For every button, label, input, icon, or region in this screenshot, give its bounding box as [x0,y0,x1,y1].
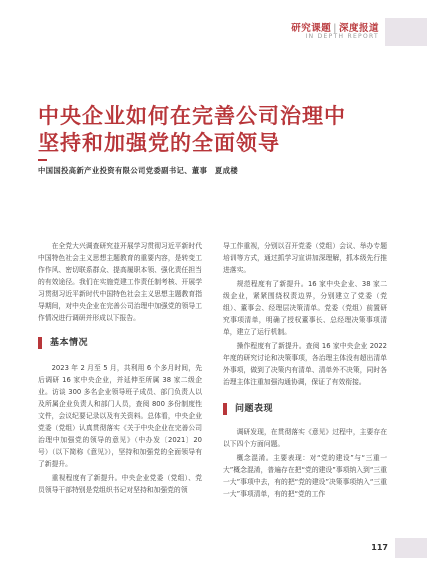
body-paragraph: 导工作重视，分别以召开党委（党组）会议、举办专题培训等方式，通过抓学习宣讲加深理解，抓本级先行推进落实。 [223,242,387,274]
header-decor-bar [385,18,427,46]
header-category: 研究课题 [291,23,332,34]
section-header [291,20,379,34]
body-paragraph: 2023 年 2 月至 5 月，共利用 6 个多月时间，先后调研 16 家中央企业，并延伸至所属 38 家二级企业。访谈 300 多名企业领导班子成员、部门负责人以及所属企业负责人和部门人员，查阅 800 多份制度性文件，会议纪要记录以及有关资料。总体看，中央企业党委（党组）认真贯彻落实《关于中央企业在完善公司治理中加强党的领导的意见》（中办发〔2021〕20 号）（以下简称《意见》），坚持和加强党的全面领导有了新提升。 [38,364,202,468]
page-number: 117 [371,543,388,552]
article-title [38,102,398,156]
body-paragraph: 操作程度有了新提升。查阅 16 家中央企业 2022 年度的研究讨论和决策事项，各治理主体没有超出清单外事项，做到了决策内有清单、清单外不决策，同时各治理主体注重加强沟通协调，保证了有效衔接。 [223,342,387,386]
body-paragraph: 规范程度有了新提升。16 家中央企业、38 家二级企业，紧紧围绕权责边界，分别建立了党委（党组）、董事会、经理层决策清单。党委（党组）前置研究事项清单，明确了授权董事长、总经理决策事项清单，建立了运行机制。 [223,280,387,336]
author-byline: 中国国投高新产业投资有限公司党委副书记、董事 夏成楼 [38,166,239,175]
section-title: 问题表现 [235,404,274,414]
title-line-2: 坚持和加强党的全面领导 [38,130,280,155]
header-separator: | [333,23,337,34]
body-paragraph: 调研发现，在贯彻落实《意见》过程中，主要存在以下四个方面问题。 [223,428,387,448]
section-marker [38,337,42,349]
body-paragraph: 概念混淆。主要表现：对“党的建设”与“三重一大”概念混淆，普遍存在把“党的建设”事项纳入到“三重一大”事项中去，有的把“党的建设”决策事项纳入“三重一大”事项清单，有的把“党的工作 [223,454,387,498]
header-subcategory: 深度报道 [338,23,379,34]
section-heading-basic [38,336,202,350]
intro-paragraph: 在全党大兴调查研究並开展学习贯彻习近平新时代中国特色社会主义思想主题教育的重要内容，是转变工作作风、密切联系群众、提高履职本领、强化责任担当的有效途径。我们在实施党建工作责任制考核、开展学习贯彻习近平新时代中国特色社会主义思想主题教育指导期间，对中央企业在完善公司治理中加强党的领导工作情况进行调研并形成以下报告。 [38,242,202,322]
section-marker [223,403,227,415]
header-english: IN DEPTH REPORT [305,33,379,40]
left-column [38,240,202,498]
body-paragraph: 重视程度有了新提升。中央企业党委（党组）、党员领导干部特别是党组织书记对坚持和加强党的领 [38,474,202,494]
author-divider [38,159,47,161]
right-column [223,240,387,502]
title-line-1: 中央企业如何在完善公司治理中 [38,103,346,128]
footer-decor-bar [395,538,427,558]
section-title: 基本情况 [50,338,89,348]
section-heading-problems [223,402,387,416]
